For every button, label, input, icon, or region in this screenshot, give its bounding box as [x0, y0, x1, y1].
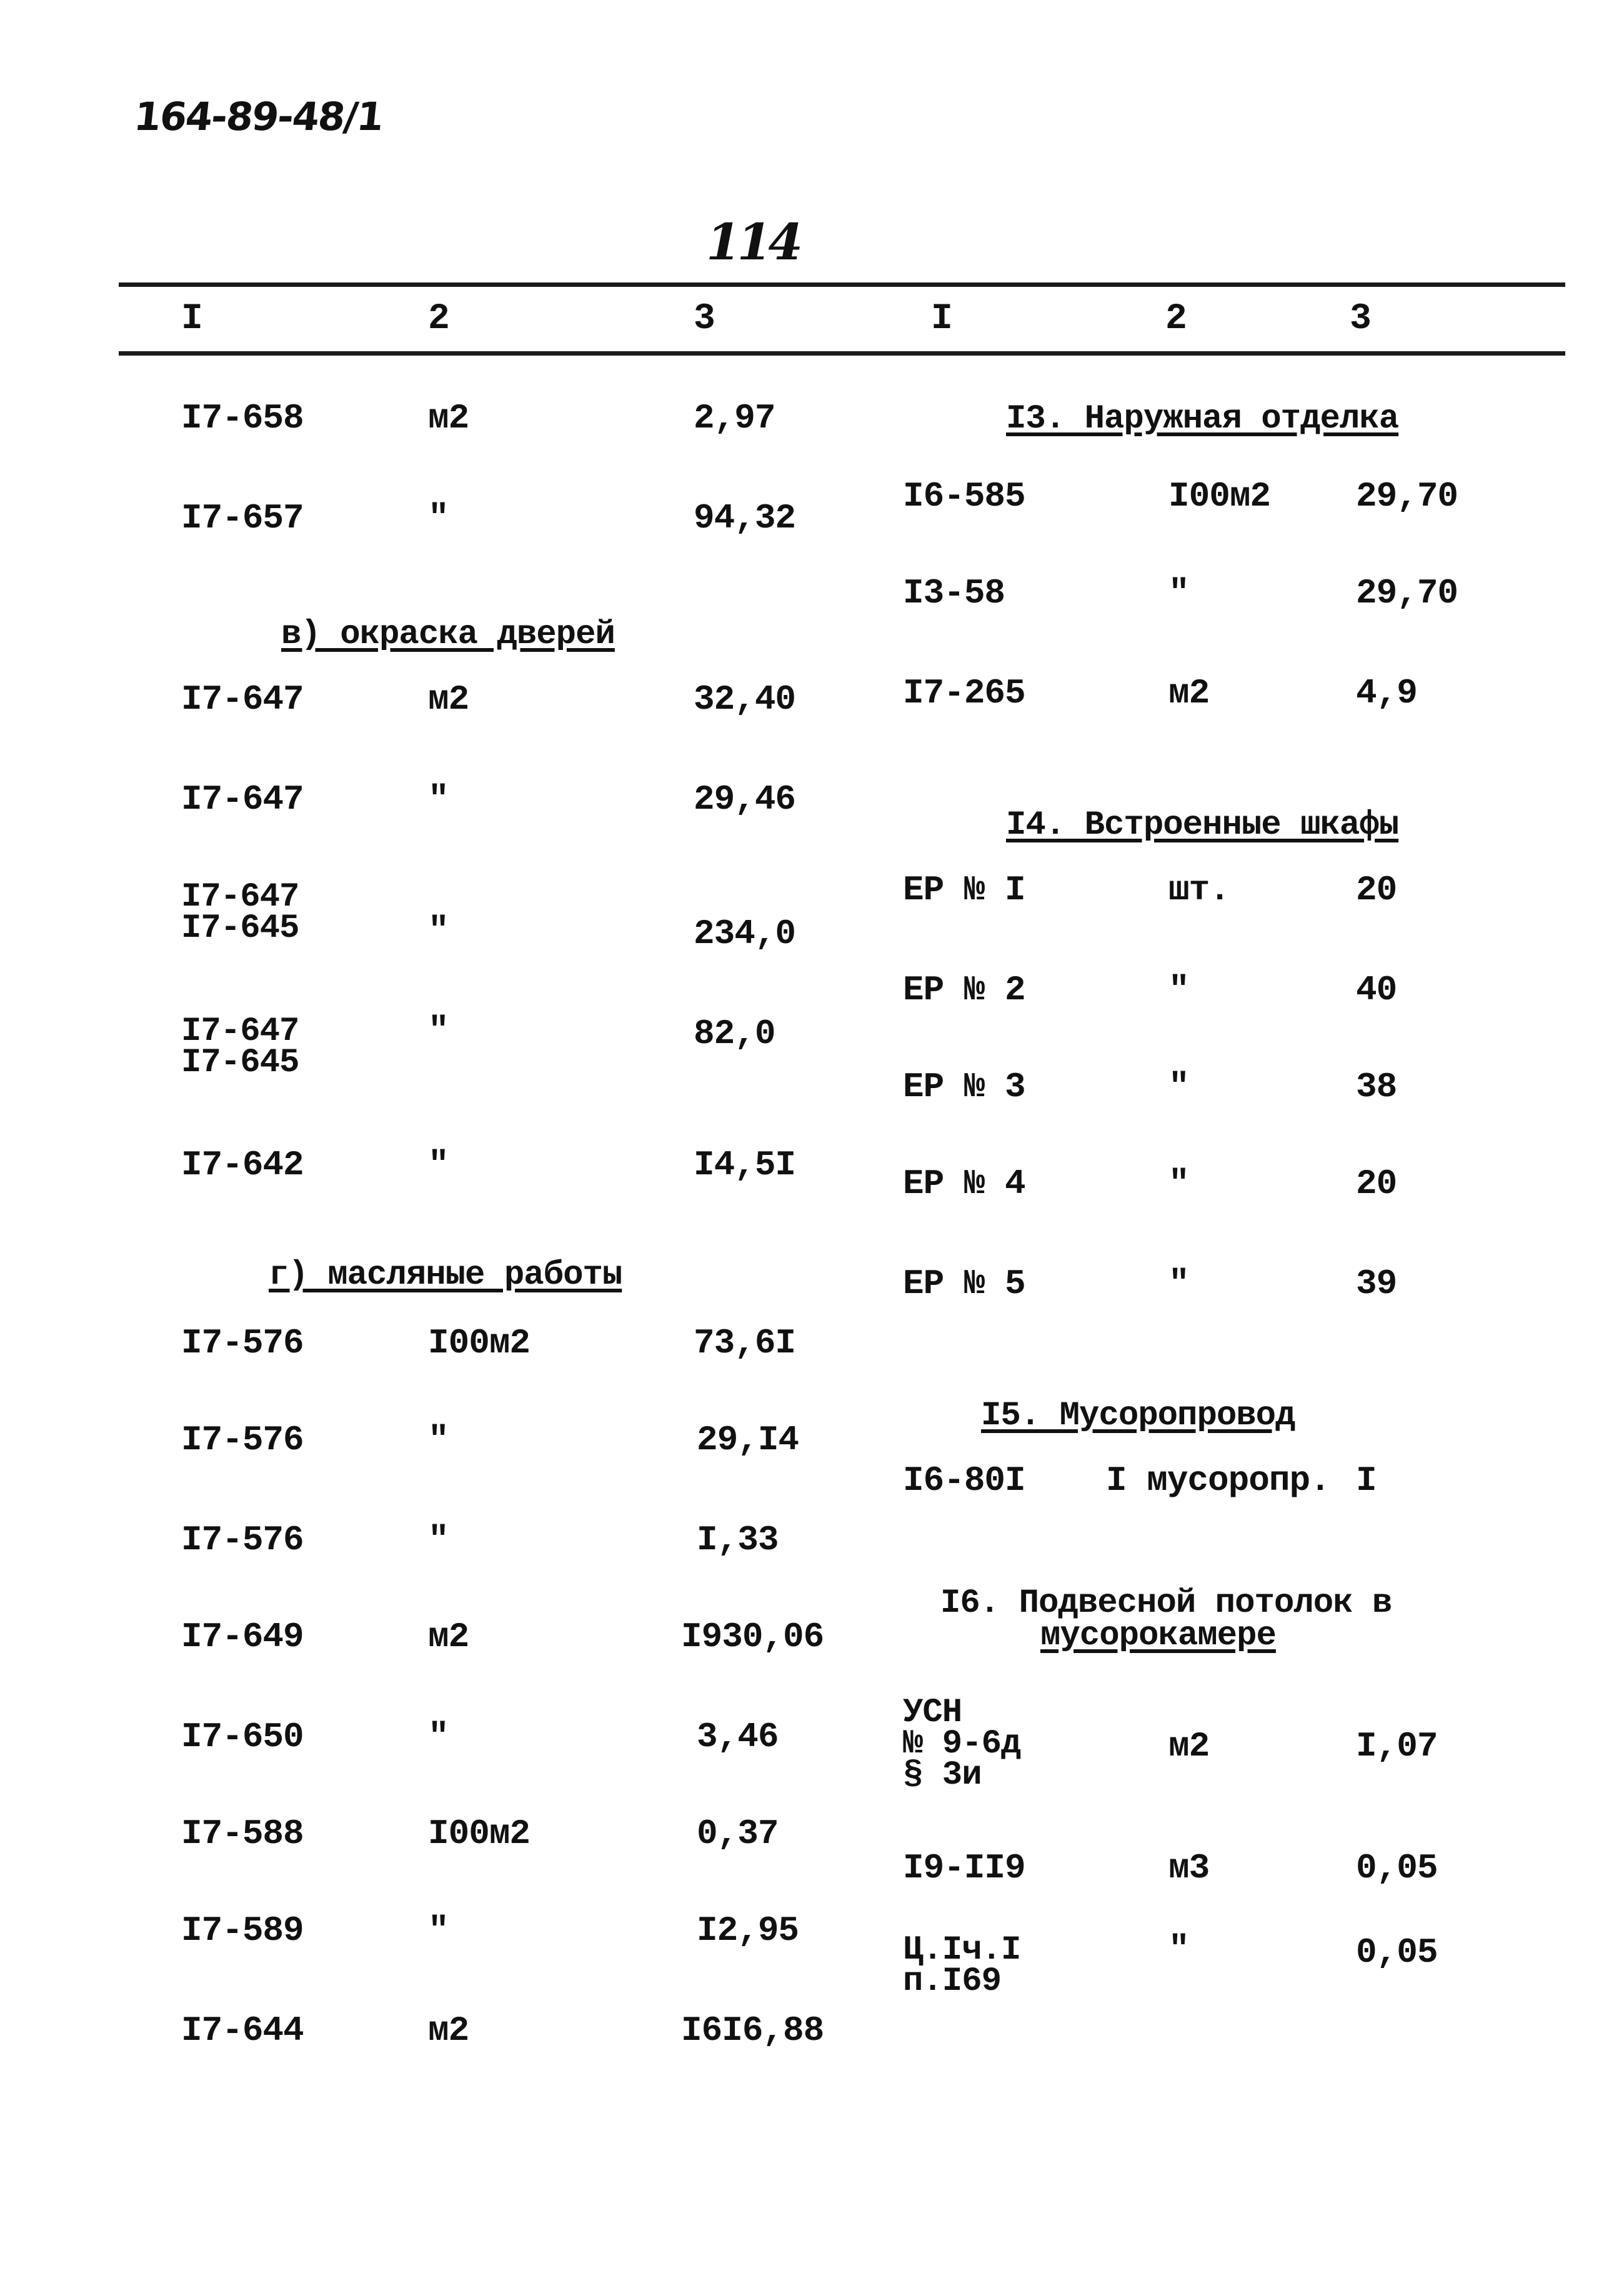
table-row-qty: 38: [1356, 1067, 1397, 1107]
table-row-code: I7-649: [181, 1617, 304, 1657]
table-row-qty: I,07: [1356, 1726, 1438, 1766]
table-row-qty: 0,37: [697, 1814, 779, 1854]
header-col-1-right: I: [931, 299, 953, 339]
table-row-qty: 20: [1356, 870, 1397, 910]
table-row-qty: I,33: [697, 1520, 779, 1560]
table-row-code: I7-658: [181, 398, 304, 438]
table-row-unit: ": [1168, 1264, 1189, 1304]
table-row-code: I7-589: [181, 1911, 304, 1951]
table-row-unit: ": [428, 1145, 449, 1185]
table-row-unit: ": [428, 1011, 449, 1051]
header-col-3-left: 3: [694, 299, 715, 339]
table-row-qty: I4,5I: [694, 1145, 796, 1185]
table-row-unit: I00м2: [428, 1814, 531, 1854]
table-row-qty: 0,05: [1356, 1932, 1438, 1972]
table-row-code-3: § 3и: [903, 1756, 982, 1794]
section-title-exterior-finish: I3. Наружная отделка: [1006, 400, 1399, 438]
table-row-unit: м2: [428, 1617, 469, 1657]
table-row-code: I7-576: [181, 1520, 304, 1560]
header-top-rule: [119, 282, 1565, 287]
table-row-qty: I: [1356, 1461, 1377, 1501]
table-row-qty: 234,0: [694, 914, 796, 954]
table-row-qty: 29,70: [1356, 476, 1458, 516]
table-row-qty: 94,32: [694, 498, 796, 538]
table-row-unit: м2: [428, 398, 469, 438]
table-row-code: I7-647: [181, 679, 304, 719]
table-row-code: I7-588: [181, 1814, 304, 1854]
table-row-qty: 3,46: [697, 1717, 779, 1757]
header-col-2-right: 2: [1165, 299, 1187, 339]
document-code: 164-89-48/1: [132, 94, 386, 139]
table-row-qty: 0,05: [1356, 1848, 1438, 1888]
table-row-qty: 82,0: [694, 1014, 775, 1054]
table-row-unit: I00м2: [1168, 476, 1271, 516]
table-row-unit: ": [428, 779, 449, 819]
table-row-code: Ц.Iч.I: [903, 1931, 1021, 1969]
table-row-code: ЕР № 3: [903, 1067, 1025, 1107]
table-row-qty: I6I6,88: [681, 2011, 824, 2051]
table-row-unit: м3: [1168, 1848, 1210, 1888]
table-row-qty: 29,70: [1356, 573, 1458, 613]
table-row-unit: ": [1168, 1929, 1189, 1969]
table-row-qty: 4,9: [1356, 673, 1417, 713]
section-title-built-in-wardrobes: I4. Встроенные шкафы: [1006, 806, 1399, 844]
table-row-code: I6-80I: [903, 1461, 1025, 1501]
table-row-code-2: I7-645: [181, 1044, 299, 1082]
table-row-unit: м2: [1168, 673, 1210, 713]
table-row-unit: м2: [428, 2011, 469, 2051]
section-title-line-2: мусорокамере: [1040, 1617, 1276, 1655]
table-row-code: I7-576: [181, 1420, 304, 1460]
table-row-qty: 39: [1356, 1264, 1397, 1304]
table-row-unit: ": [1168, 970, 1189, 1010]
table-row-qty: 32,40: [694, 679, 796, 719]
table-row-code: I7-576: [181, 1323, 304, 1363]
header-col-1-left: I: [181, 299, 203, 339]
table-row-code: I6-585: [903, 476, 1025, 516]
table-row-unit: ": [428, 1520, 449, 1560]
table-row-code: I3-58: [903, 573, 1005, 613]
page-number: 114: [706, 212, 799, 271]
table-row-code: I7-647: [181, 878, 299, 916]
table-row-qty: I930,06: [681, 1617, 824, 1657]
header-col-3-right: 3: [1350, 299, 1372, 339]
table-row-code: ЕР № I: [903, 870, 1025, 910]
table-row-unit: ": [428, 1717, 449, 1757]
table-row-qty: 29,46: [694, 779, 796, 819]
table-row-code: УСН: [903, 1694, 962, 1732]
table-row-code: I7-647: [181, 1012, 299, 1051]
table-row-unit: ": [1168, 573, 1189, 613]
table-row-unit: I мусоропр.: [1106, 1461, 1330, 1501]
table-row-code: ЕР № 5: [903, 1264, 1025, 1304]
table-row-code-2: п.I69: [903, 1962, 1002, 2001]
table-row-unit: шт.: [1168, 870, 1230, 910]
table-row-qty: 20: [1356, 1164, 1397, 1204]
table-row-code: I7-650: [181, 1717, 304, 1757]
table-row-unit: ": [428, 1420, 449, 1460]
table-row-code: ЕР № 4: [903, 1164, 1025, 1204]
section-title-oil-works: г) масляные работы: [269, 1256, 622, 1294]
table-row-unit: м2: [1168, 1726, 1210, 1766]
header-col-2-left: 2: [428, 299, 450, 339]
table-row-code: I7-647: [181, 779, 304, 819]
table-row-unit: ": [428, 911, 449, 951]
table-row-unit: ": [428, 498, 449, 538]
table-row-qty: 73,6I: [694, 1323, 796, 1363]
header-bottom-rule: [119, 351, 1565, 356]
section-title-line-1: I6. Подвесной потолок в: [940, 1584, 1392, 1622]
table-row-unit: I00м2: [428, 1323, 531, 1363]
table-row-code: I7-657: [181, 498, 304, 538]
table-row-code: ЕР № 2: [903, 970, 1025, 1010]
table-row-code: I7-265: [903, 673, 1025, 713]
table-row-unit: ": [428, 1911, 449, 1951]
section-title-door-painting: в) окраска дверей: [281, 616, 615, 654]
table-row-unit: м2: [428, 679, 469, 719]
table-row-code-2: № 9-6д: [903, 1725, 1021, 1763]
table-row-code: I9-II9: [903, 1848, 1025, 1888]
table-row-code: I7-644: [181, 2011, 304, 2051]
section-title-suspended-ceiling: [940, 1584, 1392, 1655]
table-row-qty: 40: [1356, 970, 1397, 1010]
table-row-unit: ": [1168, 1067, 1189, 1107]
table-row-qty: 29,I4: [697, 1420, 799, 1460]
table-row-code-2: I7-645: [181, 909, 299, 947]
table-row-code: I7-642: [181, 1145, 304, 1185]
table-row-qty: 2,97: [694, 398, 775, 438]
table-row-qty: I2,95: [697, 1911, 799, 1951]
section-title-garbage-chute: I5. Мусоропровод: [981, 1397, 1295, 1435]
table-row-unit: ": [1168, 1164, 1189, 1204]
